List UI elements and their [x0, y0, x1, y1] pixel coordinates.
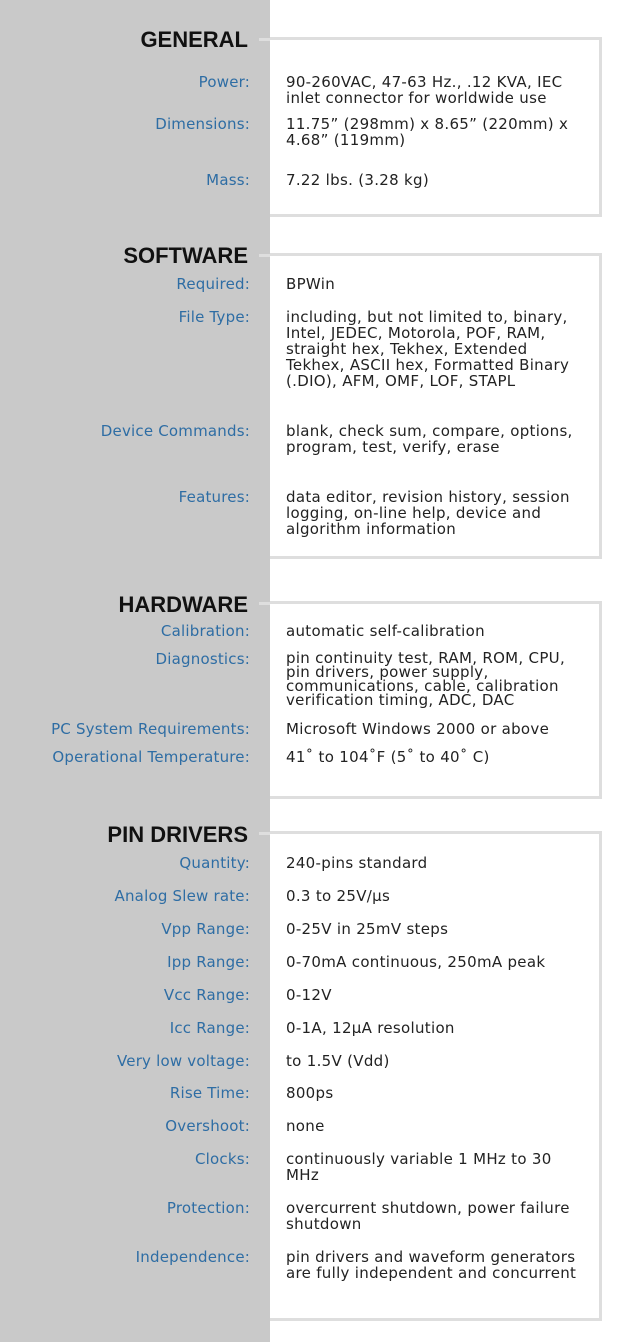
spec-value: 41˚ to 104˚F (5˚ to 40˚ C) — [286, 748, 490, 766]
spec-value: none — [286, 1117, 325, 1135]
spec-value: automatic self-calibration — [286, 622, 485, 640]
spec-value: Microsoft Windows 2000 or above — [286, 720, 550, 738]
section-title: SOFTWARE — [123, 243, 248, 268]
spec-value: BPWin — [286, 275, 336, 293]
spec-value: 0-25V in 25mV steps — [286, 920, 449, 938]
spec-label: Protection: — [166, 1199, 250, 1217]
spec-label: Features: — [178, 488, 250, 506]
spec-value: data editor, revision history, session logging, on-line help, device and algorithm information — [286, 488, 570, 538]
spec-label: File Type: — [178, 308, 250, 326]
spec-label: Calibration: — [160, 622, 250, 640]
spec-label: Clocks: — [194, 1150, 250, 1168]
spec-value: 90-260VAC, 47-63 Hz., .12 KVA, IEC inlet connector for worldwide use — [286, 73, 563, 107]
section-title: HARDWARE — [118, 592, 248, 617]
spec-label: Icc Range: — [169, 1019, 250, 1037]
spec-label: Ipp Range: — [167, 953, 250, 971]
spec-value: 800ps — [286, 1084, 334, 1102]
spec-label: Independence: — [135, 1248, 250, 1266]
spec-value: continuously variable 1 MHz to 30 MHz — [286, 1150, 552, 1184]
spec-value: including, but not limited to, binary, Intel, JEDEC, Motorola, POF, RAM, straight hex, Tekhex, Extended Tekhex, ASCII hex, Formatted Binary (.DIO), AFM, OMF, LOF, STAPL — [286, 308, 570, 390]
spec-value: 11.75” (298mm) x 8.65” (220mm) x 4.68” (119mm) — [286, 115, 569, 149]
spec-label: Power: — [198, 73, 250, 91]
spec-label: Rise Time: — [169, 1084, 250, 1102]
spec-label: Analog Slew rate: — [114, 887, 250, 905]
spec-label: Vcc Range: — [163, 986, 250, 1004]
spec-label: Diagnostics: — [155, 650, 250, 668]
spec-label: Required: — [176, 275, 250, 293]
spec-value: 0-1A, 12µA resolution — [286, 1019, 455, 1037]
spec-label: Overshoot: — [165, 1117, 250, 1135]
spec-value: 0-70mA continuous, 250mA peak — [286, 953, 546, 971]
spec-label: Operational Temperature: — [52, 748, 250, 766]
spec-value: overcurrent shutdown, power failure shutdown — [286, 1199, 570, 1233]
spec-label: Device Commands: — [100, 422, 250, 440]
spec-value: 240-pins standard — [286, 854, 428, 872]
spec-value: pin drivers and waveform generators are fully independent and concurrent — [286, 1248, 577, 1282]
spec-label: Vpp Range: — [161, 920, 250, 938]
spec-value: blank, check sum, compare, options, program, test, verify, erase — [286, 422, 573, 456]
spec-label: Quantity: — [179, 854, 250, 872]
section-title: GENERAL — [140, 27, 248, 52]
spec-value: 0-12V — [286, 986, 332, 1004]
spec-label: Very low voltage: — [116, 1052, 250, 1070]
spec-label: Dimensions: — [155, 115, 250, 133]
label-column-background — [0, 0, 270, 1342]
section-title: PIN DRIVERS — [107, 822, 248, 847]
spec-value: 7.22 lbs. (3.28 kg) — [286, 171, 429, 189]
spec-value: 0.3 to 25V/µs — [286, 887, 391, 905]
spec-value: to 1.5V (Vdd) — [286, 1052, 390, 1070]
spec-label: Mass: — [206, 171, 250, 189]
spec-label: PC System Requirements: — [51, 720, 250, 738]
spec-value: pin continuity test, RAM, ROM, CPU, pin drivers, power supply, communications, cable, calibration verification timing, ADC, DAC — [286, 649, 566, 709]
